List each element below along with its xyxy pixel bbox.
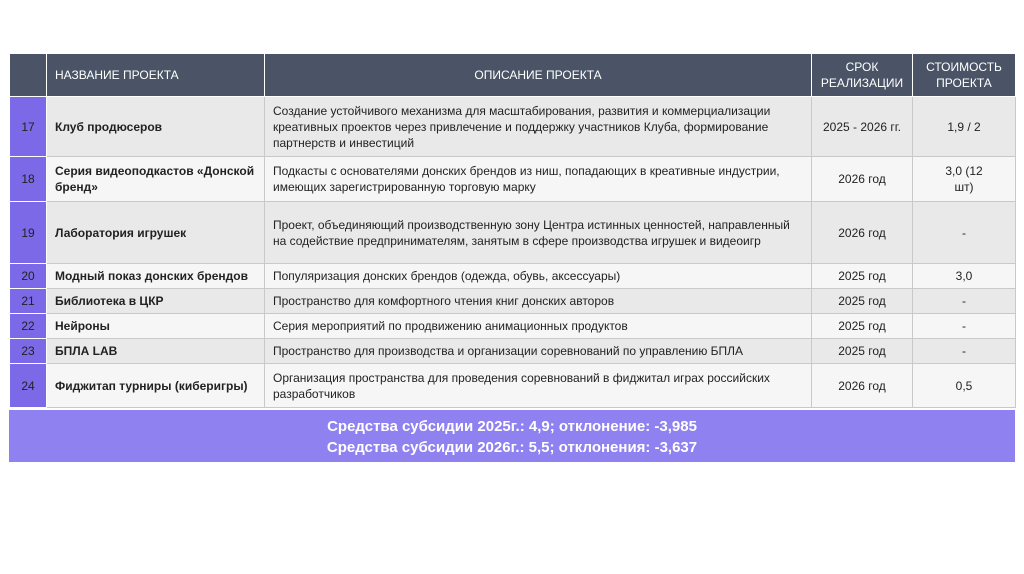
project-term: 2026 год [812, 157, 913, 202]
project-name: Фиджитап турниры (киберигры) [47, 364, 265, 408]
header-term: СРОК РЕАЛИЗАЦИИ [812, 54, 913, 97]
header-project-description: ОПИСАНИЕ ПРОЕКТА [265, 54, 812, 97]
header-number [10, 54, 47, 97]
project-description: Пространство для комфортного чтения книг донских авторов [265, 289, 812, 314]
table-header-row [10, 54, 1016, 97]
project-name: Лаборатория игрушек [47, 202, 265, 264]
project-description: Серия мероприятий по продвижению анимационных продуктов [265, 314, 812, 339]
project-name: Клуб продюсеров [47, 97, 265, 157]
header-cost: СТОИМОСТЬ ПРОЕКТА [913, 54, 1016, 97]
row-number: 20 [10, 264, 47, 289]
table-row [10, 97, 1016, 157]
project-term: 2025 год [812, 314, 913, 339]
subsidy-2026-line: Средства субсидии 2026г.: 5,5; отклонения: -3,637 [326, 439, 698, 456]
table-row [10, 157, 1016, 202]
project-name-text: Серия видеоподкастов «Донской бренд» [55, 164, 255, 194]
project-cost: 1,9 / 2 [913, 97, 1016, 157]
subsidy-summary [9, 408, 1015, 462]
project-name: Нейроны [47, 314, 265, 339]
row-number: 21 [10, 289, 47, 314]
row-number: 19 [10, 202, 47, 264]
project-description: Организация пространства для проведения соревнований в фиджитал играх российских разработчиков [265, 364, 812, 408]
project-term: 2025 год [812, 264, 913, 289]
header-project-name: НАЗВАНИЕ ПРОЕКТА [47, 54, 265, 97]
project-description: Подкасты с основателями донских брендов из ниш, попадающих в креативные индустрии, имеющих зарегистрированную торговую марку [265, 157, 812, 202]
row-number: 17 [10, 97, 47, 157]
project-term: 2025 год [812, 339, 913, 364]
table-row [10, 314, 1016, 339]
project-name [47, 157, 265, 202]
project-name: БПЛА LAB [47, 339, 265, 364]
project-cost: - [913, 339, 1016, 364]
projects-table-container [9, 53, 1015, 462]
projects-table [9, 53, 1016, 408]
project-cost-text: 3,0 (12 шт) [945, 164, 983, 194]
project-cost: - [913, 289, 1016, 314]
project-cost: - [913, 314, 1016, 339]
table-row [10, 264, 1016, 289]
project-cost: 3,0 [913, 264, 1016, 289]
subsidy-2025-line: Средства субсидии 2025г.: 4,9; отклонение: -3,985 [327, 418, 697, 435]
row-number: 24 [10, 364, 47, 408]
row-number: 22 [10, 314, 47, 339]
project-term: 2026 год [812, 364, 913, 408]
row-number: 23 [10, 339, 47, 364]
project-description: Проект, объединяющий производственную зону Центра истинных ценностей, направленный на содействие предпринимателям, занятым в сфере производства игрушек и видеоигр [265, 202, 812, 264]
table-row [10, 339, 1016, 364]
project-term: 2025 - 2026 гг. [812, 97, 913, 157]
project-term: 2026 год [812, 202, 913, 264]
row-number: 18 [10, 157, 47, 202]
table-row [10, 364, 1016, 408]
project-cost: 0,5 [913, 364, 1016, 408]
project-name: Библиотека в ЦКР [47, 289, 265, 314]
project-description: Создание устойчивого механизма для масштабирования, развития и коммерциализации креативных проектов через привлечение и поддержку участников Клуба, формирование партнерств и инвестиций [265, 97, 812, 157]
project-cost [913, 157, 1016, 202]
project-name: Модный показ донских брендов [47, 264, 265, 289]
table-row [10, 202, 1016, 264]
project-description: Пространство для производства и организации соревнований по управлению БПЛА [265, 339, 812, 364]
table-row [10, 289, 1016, 314]
project-term: 2025 год [812, 289, 913, 314]
project-description: Популяризация донских брендов (одежда, обувь, аксессуары) [265, 264, 812, 289]
project-cost: - [913, 202, 1016, 264]
